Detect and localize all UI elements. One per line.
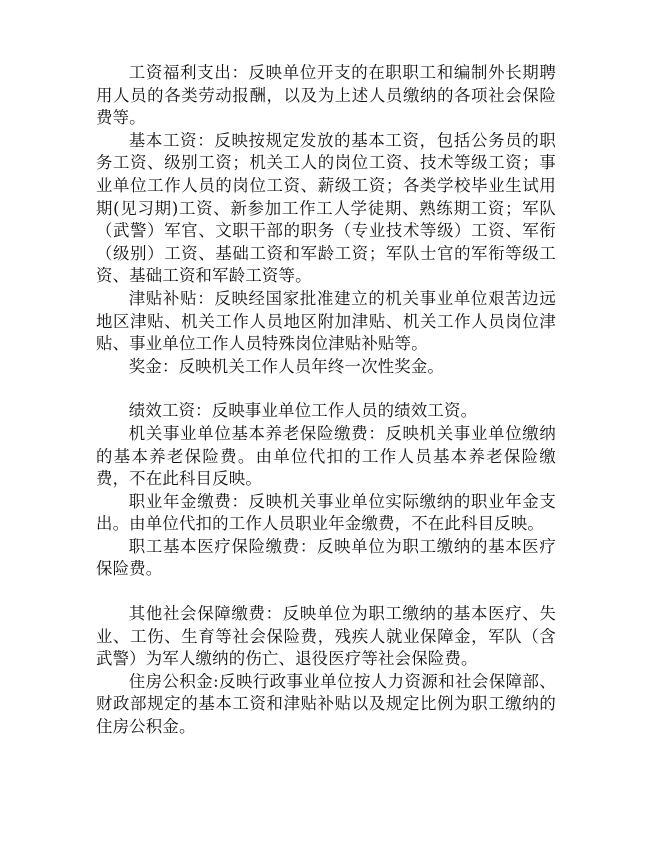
paragraph-basic-wage: 基本工资：反映按规定发放的基本工资，包括公务员的职务工资、级别工资；机关工人的岗位工资、技术等级工资；事业单位工作人员的岗位工资、薪级工资；各类学校毕业生试用期(见习期)工资、新参加工作工人学徒期、熟练期工资；军队（武警）军官、文职干部的职务（专业技术等级）工资、军衔（级别）工资、基础工资和军龄工资；军队士官的军衔等级工资、基础工资和军龄工资等。 — [96, 130, 556, 286]
paragraph-gap — [96, 378, 556, 400]
paragraph-gap — [96, 581, 556, 603]
paragraph-pension-insurance: 机关事业单位基本养老保险缴费：反映机关事业单位缴纳的基本养老保险费。由单位代扣的工作人员基本养老保险缴费，不在此科目反映。 — [96, 423, 556, 489]
paragraph-housing-fund: 住房公积金:反映行政事业单位按人力资源和社会保障部、财政部规定的基本工资和津贴补贴以及规定比例为职工缴纳的住房公积金。 — [96, 671, 556, 737]
paragraph-bonus: 奖金：反映机关工作人员年终一次性奖金。 — [128, 356, 445, 376]
paragraph-allowance: 津贴补贴：反映经国家批准建立的机关事业单位艰苦边远地区津贴、机关工作人员地区附加津贴、机关工作人员岗位津贴、事业单位工作人员特殊岗位津贴补贴等。 — [96, 288, 556, 354]
document-page — [96, 62, 556, 739]
paragraph-other-social-security: 其他社会保障缴费：反映单位为职工缴纳的基本医疗、失业、工伤、生育等社会保险费，残疾人就业保障金，军队（含武警）为军人缴纳的伤亡、退役医疗等社会保险费。 — [96, 604, 556, 669]
paragraph-occupational-annuity: 职业年金缴费：反映机关事业单位实际缴纳的职业年金支出。由单位代扣的工作人员职业年金缴费，不在此科目反映。 — [96, 491, 556, 534]
paragraph-performance-wage: 绩效工资：反映事业单位工作人员的绩效工资。 — [128, 401, 478, 421]
paragraph-wage-welfare: 工资福利支出：反映单位开支的在职职工和编制外长期聘用人员的各类劳动报酬，以及为上述人员缴纳的各项社会保险费等。 — [96, 63, 556, 128]
paragraph-medical-insurance: 职工基本医疗保险缴费：反映单位为职工缴纳的基本医疗保险费。 — [96, 536, 556, 579]
